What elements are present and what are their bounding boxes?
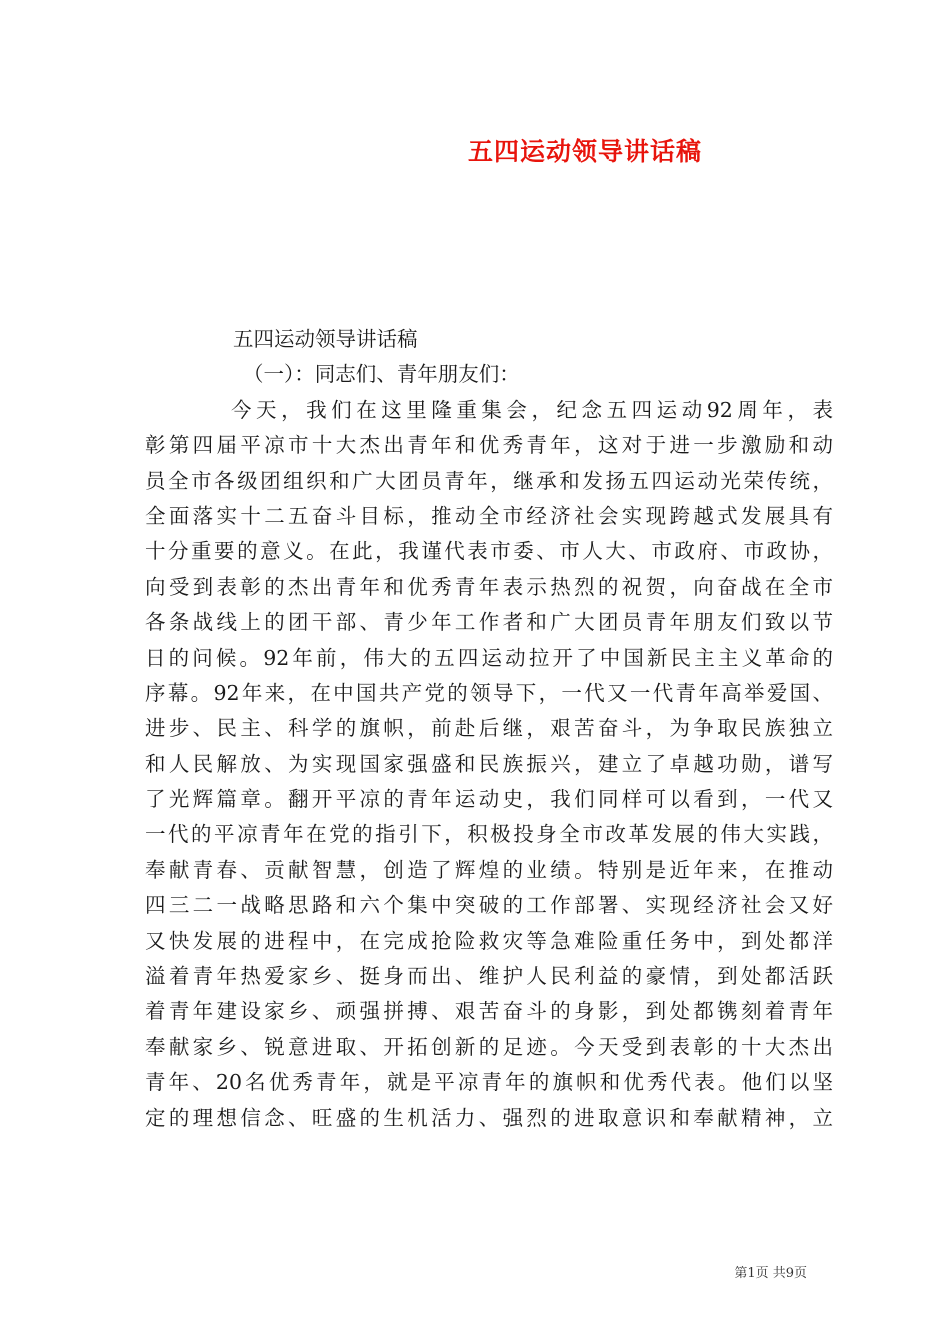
- body-line: 和人民解放、为实现国家强盛和民族振兴，建立了卓越功勋，谱写: [145, 751, 833, 776]
- body-line: 一代的平凉青年在党的指引下，积极投身全市改革发展的伟大实践，: [145, 822, 833, 847]
- body-line: 全面落实十二五奋斗目标，推动全市经济社会实现跨越式发展具有: [145, 503, 833, 528]
- body-line: 进步、民主、科学的旗帜，前赴后继，艰苦奋斗，为争取民族独立: [145, 716, 833, 741]
- body-line: 十分重要的意义。在此，我谨代表市委、市人大、市政府、市政协，: [145, 539, 833, 564]
- body-line: 溢着青年热爱家乡、挺身而出、维护人民利益的豪情，到处都活跃: [145, 964, 833, 989]
- salutation-line: （一）：同志们、青年朋友们：: [243, 362, 520, 387]
- body-line: 今天，我们在这里隆重集会，纪念五四运动92周年，表: [231, 397, 833, 422]
- page-number-footer: 第1页 共9页: [734, 1266, 807, 1281]
- document-subtitle: 五四运动领导讲话稿: [233, 327, 418, 351]
- body-line: 奉献青春、贡献智慧，创造了辉煌的业绩。特别是近年来，在推动: [145, 857, 833, 882]
- body-line: 青年、20名优秀青年，就是平凉青年的旗帜和优秀代表。他们以坚: [145, 1070, 833, 1095]
- body-line: 员全市各级团组织和广大团员青年，继承和发扬五四运动光荣传统，: [145, 468, 833, 493]
- body-line: 日的问候。92年前，伟大的五四运动拉开了中国新民主主义革命的: [145, 645, 833, 670]
- body-line: 定的理想信念、旺盛的生机活力、强烈的进取意识和奉献精神，立: [145, 1105, 833, 1130]
- body-line: 又快发展的进程中，在完成抢险救灾等急难险重任务中，到处都洋: [145, 928, 833, 953]
- document-body: [145, 322, 833, 1136]
- body-line: 了光辉篇章。翻开平凉的青年运动史，我们同样可以看到，一代又: [145, 787, 833, 812]
- body-line: 各条战线上的团干部、青少年工作者和广大团员青年朋友们致以节: [145, 610, 833, 635]
- document-title: 五四运动领导讲话稿: [467, 137, 702, 166]
- body-line: 奉献家乡、锐意进取、开拓创新的足迹。今天受到表彰的十大杰出: [145, 1034, 833, 1059]
- body-line: 彰第四届平凉市十大杰出青年和优秀青年，这对于进一步激励和动: [145, 433, 833, 458]
- body-line: 向受到表彰的杰出青年和优秀青年表示热烈的祝贺，向奋战在全市: [145, 574, 833, 599]
- body-line: 四三二一战略思路和六个集中突破的工作部署、实现经济社会又好: [145, 893, 833, 918]
- body-line: 序幕。92年来，在中国共产党的领导下，一代又一代青年高举爱国、: [145, 680, 833, 705]
- body-line: 着青年建设家乡、顽强拼搏、艰苦奋斗的身影，到处都镌刻着青年: [145, 999, 833, 1024]
